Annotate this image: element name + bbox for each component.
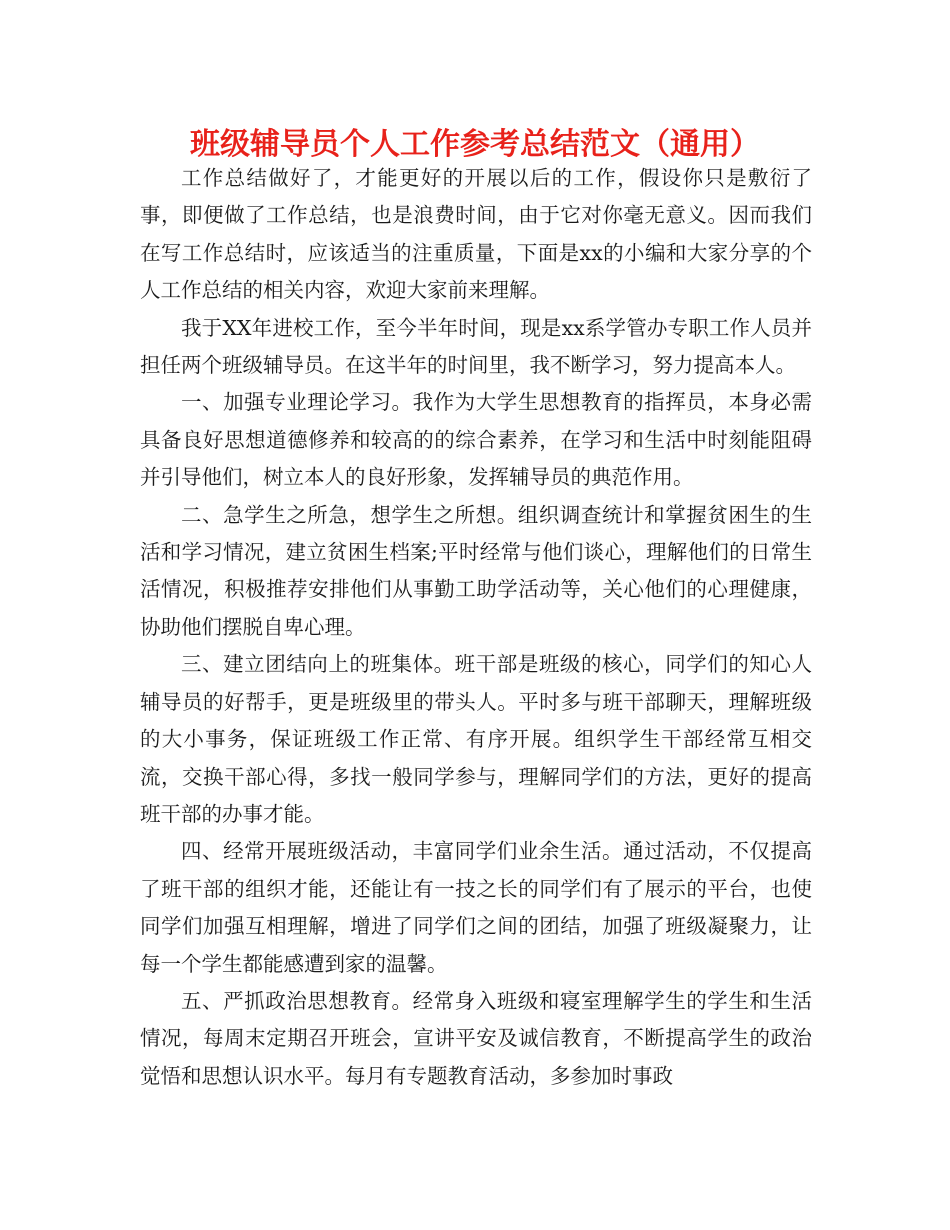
paragraph-section-2: 二、急学生之所急，想学生之所想。组织调查统计和掌握贫困生的生活和学习情况，建立贫困生档案;平时经常与他们谈心，理解他们的日常生活情况，积极推荐安排他们从事勤工助学活动等，关心他们的心理健康，协助他们摆脱自卑心理。 bbox=[140, 502, 812, 639]
paragraph-section-3: 三、建立团结向上的班集体。班干部是班级的核心，同学们的知心人辅导员的好帮手，更是班级里的带头人。平时多与班干部聊天，理解班级的大小事务，保证班级工作正常、有序开展。组织学生干部经常互相交流，交换干部心得，多找一般同学参与，理解同学们的方法，更好的提高班干部的办事才能。 bbox=[140, 652, 812, 826]
paragraph-section-1: 一、加强专业理论学习。我作为大学生思想教育的指挥员，本身必需具备良好思想道德修养和较高的的综合素养，在学习和生活中时刻能阻碍并引导他们，树立本人的良好形象，发挥辅导员的典范作用。 bbox=[140, 390, 812, 490]
paragraph-background: 我于XX年进校工作，至今半年时间，现是xx系学管办专职工作人员并担任两个班级辅导员。在这半年的时间里，我不断学习，努力提高本人。 bbox=[140, 315, 812, 378]
document-title: 班级辅导员个人工作参考总结范文（通用） bbox=[190, 127, 760, 162]
paragraph-section-5: 五、严抓政治思想教育。经常身入班级和寝室理解学生的学生和生活情况，每周末定期召开班会，宣讲平安及诚信教育，不断提高学生的政治觉悟和思想认识水平。每月有专题教育活动，多参加时事政 bbox=[140, 988, 812, 1088]
paragraph-intro: 工作总结做好了，才能更好的开展以后的工作，假设你只是敷衍了事，即便做了工作总结，也是浪费时间，由于它对你毫无意义。因而我们在写工作总结时，应该适当的注重质量，下面是xx的小编和大家分享的个人工作总结的相关内容，欢迎大家前来理解。 bbox=[140, 166, 812, 303]
document-body bbox=[140, 160, 812, 1095]
paragraph-section-4: 四、经常开展班级活动，丰富同学们业余生活。通过活动，不仅提高了班干部的组织才能，还能让有一技之长的同学们有了展示的平台，也使同学们加强互相理解，增进了同学们之间的团结，加强了班级凝聚力，让每一个学生都能感遭到家的温馨。 bbox=[140, 839, 812, 976]
